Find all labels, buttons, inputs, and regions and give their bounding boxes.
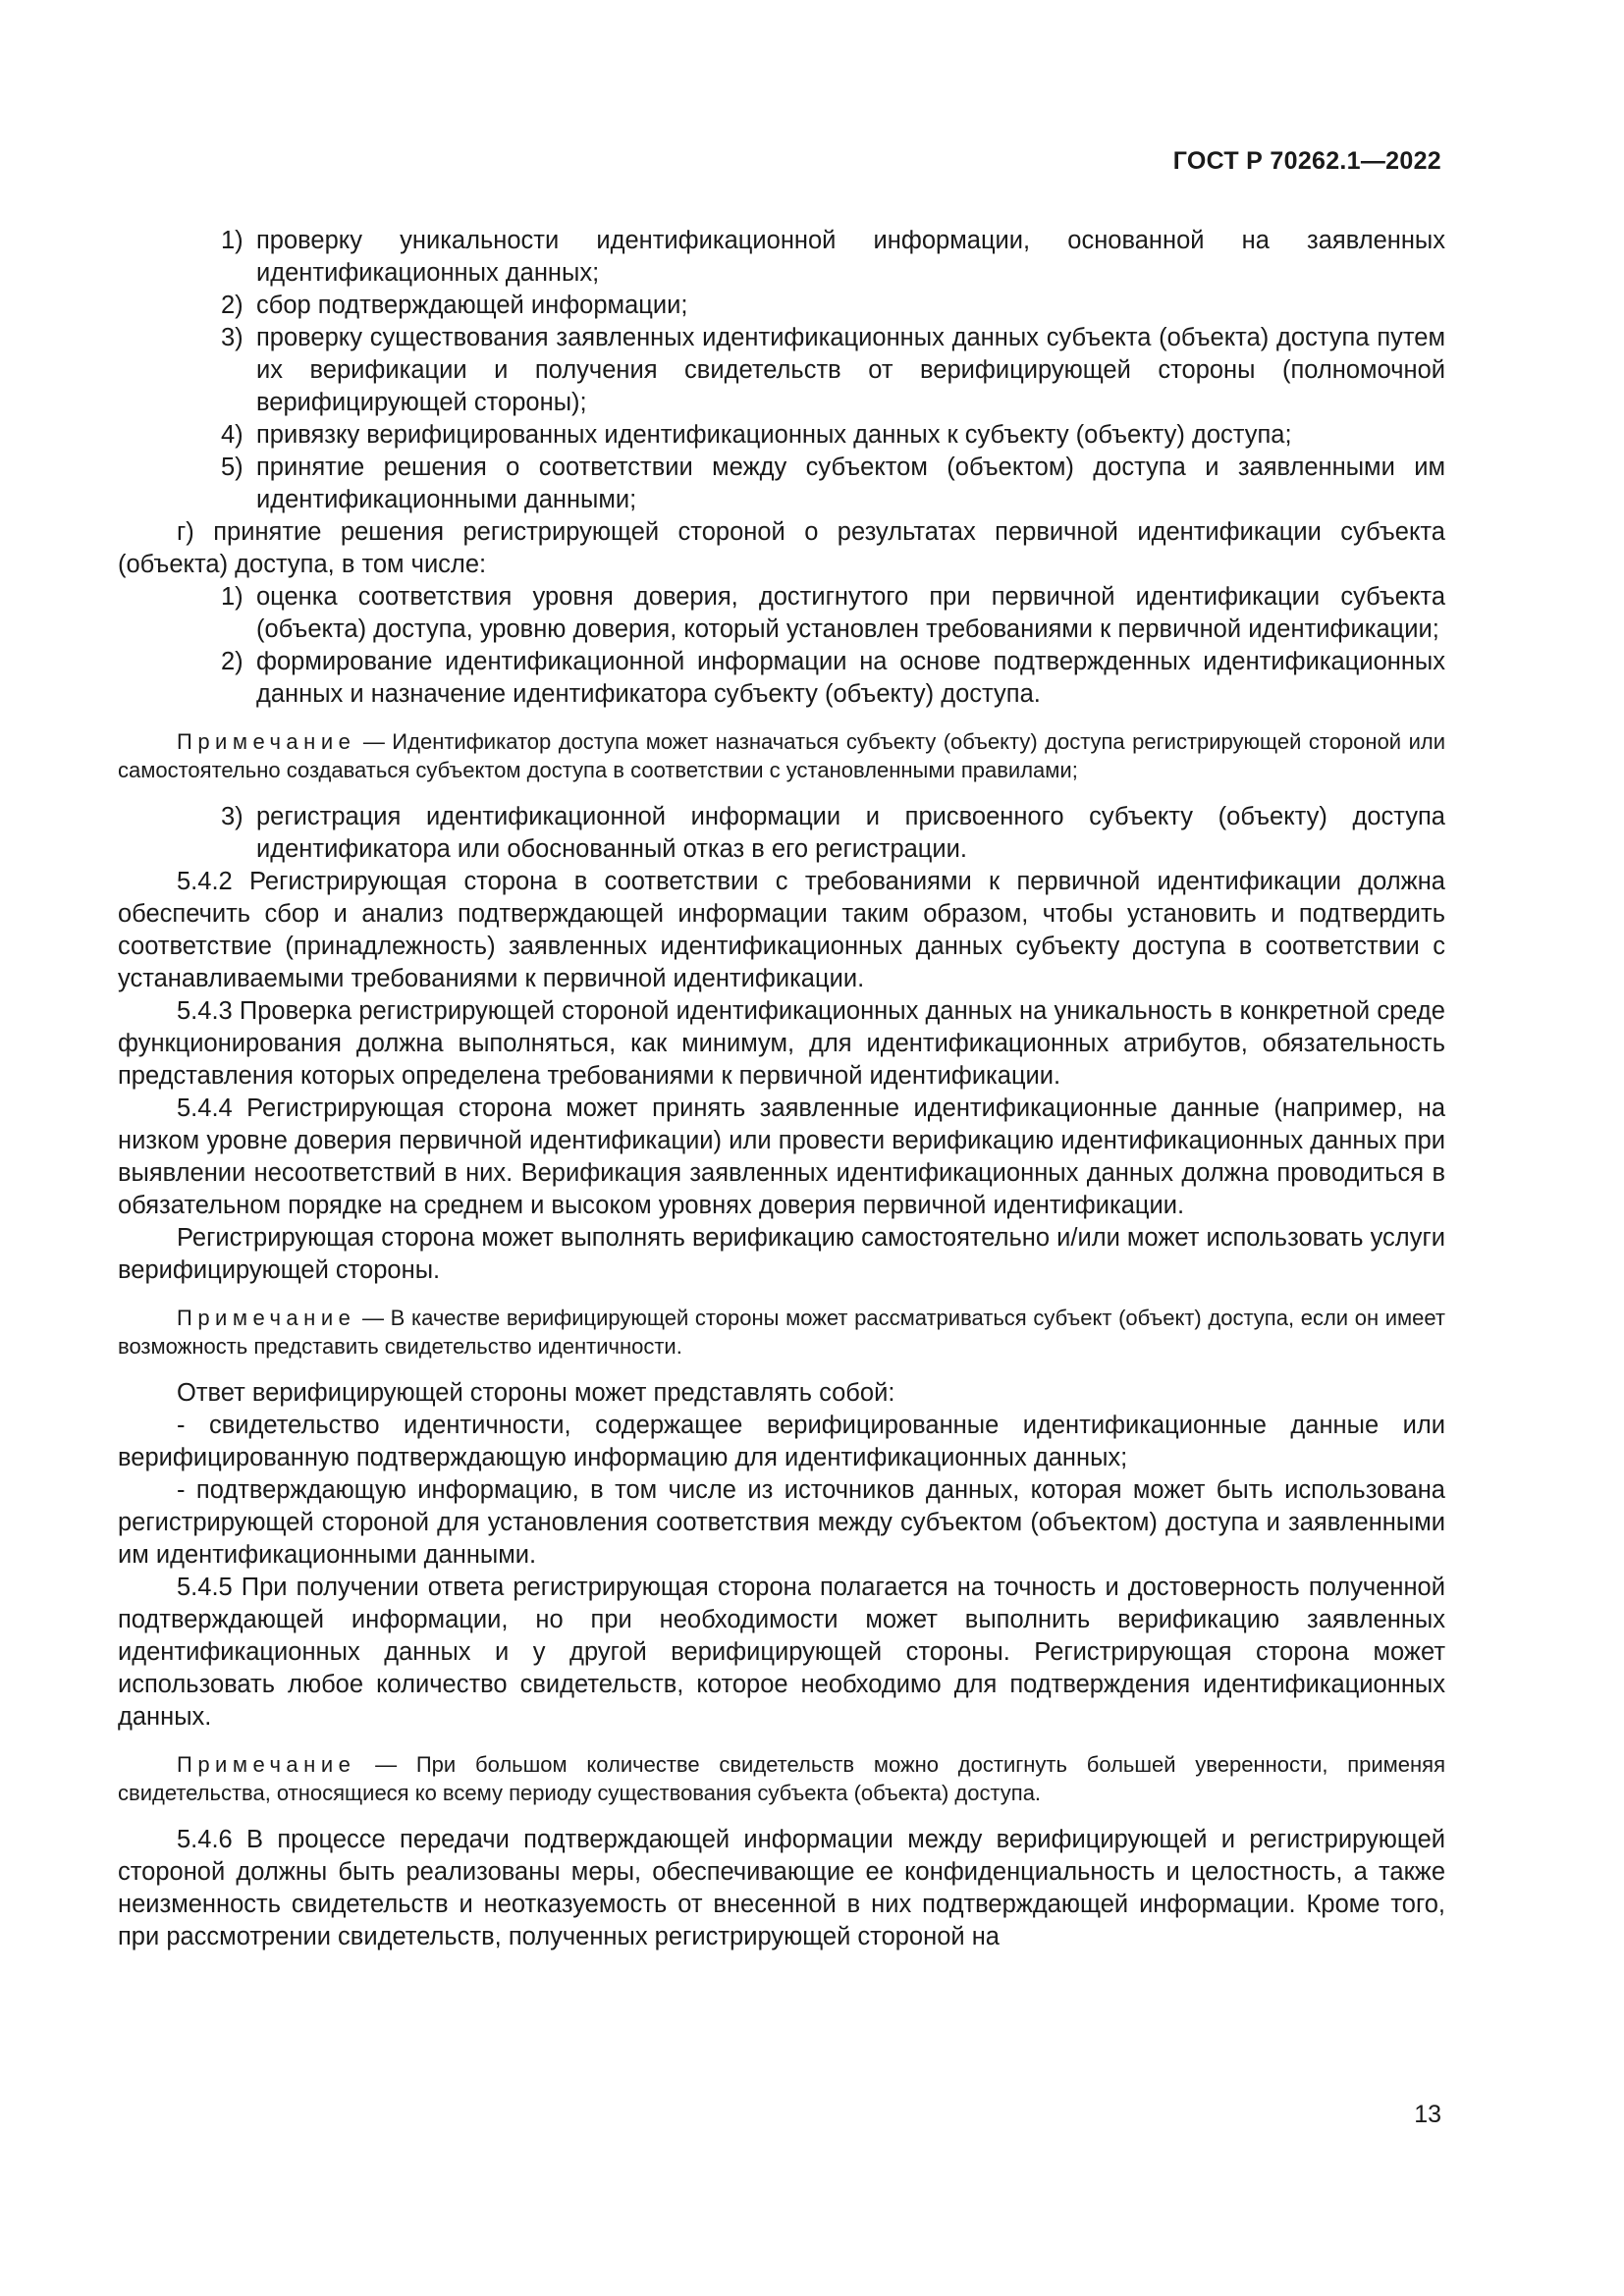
list-item-text: формирование идентификационной информации на основе подтвержденных идентификационных данных и назначение идентификатора субъекту (объекту) доступа. [256,648,1445,708]
list-item-number: 3) [221,324,244,351]
list-item [118,322,1445,419]
list-item-number: 3) [221,803,244,830]
note [118,1304,1445,1361]
list-item-number: 1) [221,583,244,611]
list-item-text: принятие решения о соответствии между субъектом (объектом) доступа и заявленными им идентификационными данными; [256,454,1445,513]
paragraph-5-4-2: 5.4.2 Регистрирующая сторона в соответствии с требованиями к первичной идентификации должна обеспечить сбор и анализ подтверждающей информации таким образом, чтобы установить и подтвердить соответствие (принадлежность) заявленных идентификационных данных субъекту доступа в соответствии с устанавливаемыми требованиями к первичной идентификации. [118,868,1445,992]
list-item [118,581,1445,646]
list-item-text: регистрация идентификационной информации и присвоенного субъекту (объекту) доступа идентификатора или обоснованный отказ в его регистрации. [256,803,1445,863]
note-text: — В качестве верифицирующей стороны может рассматриваться субъект (объект) доступа, если он имеет возможность представить свидетельство идентичности. [118,1306,1445,1359]
list-item-number: 4) [221,421,244,449]
list-item [118,646,1445,711]
paragraph-g: г) принятие решения регистрирующей стороной о результатах первичной идентификации субъекта (объекта) доступа, в том числе: [118,518,1445,578]
paragraph-5-4-3: 5.4.3 Проверка регистрирующей стороной идентификационных данных на уникальность в конкретной среде функционирования должна выполняться, как минимум, для идентификационных атрибутов, обязательность представления которых определена требованиями к первичной идентификации. [118,997,1445,1090]
note-text: — При большом количестве свидетельств можно достигнуть большей уверенности, применяя свидетельства, относящиеся ко всему периоду существования субъекта (объекта) доступа. [118,1752,1445,1805]
note [118,1750,1445,1807]
page-number: 13 [1414,2101,1441,2128]
note [118,727,1445,784]
paragraph-5-4-4-continued: Регистрирующая сторона может выполнять верификацию самостоятельно и/или может использовать услуги верифицирующей стороны. [118,1224,1445,1284]
paragraph-response-item-2: - подтверждающую информацию, в том числе из источников данных, которая может быть использована регистрирующей стороной для установления соответствия между субъектом (объектом) доступа и заявленными им идентификационными данными. [118,1476,1445,1569]
document-header: ГОСТ Р 70262.1—2022 [1172,147,1441,175]
list-item [118,290,1445,322]
paragraph-5-4-4: 5.4.4 Регистрирующая сторона может принять заявленные идентификационные данные (например, на низком уровне доверия первичной идентификации) или провести верификацию идентификационных данных при выявлении несоответствий в них. Верификация заявленных идентификационных данных должна проводиться в обязательном порядке на среднем и высоком уровнях доверия первичной идентификации. [118,1095,1445,1219]
list-item-text: проверку существования заявленных идентификационных данных субъекта (объекта) доступа путем их верификации и получения свидетельств от верифицирующей стороны (полномочной верифицирующей стороны); [256,324,1445,416]
list-item [118,419,1445,452]
list-item [118,801,1445,866]
note-label: Примечание [177,1752,356,1777]
list-item-text: оценка соответствия уровня доверия, достигнутого при первичной идентификации субъекта (объекта) доступа, уровню доверия, который установлен требованиями к первичной идентификации; [256,583,1445,643]
list-item-number: 1) [221,227,244,254]
list-item-text: проверку уникальности идентификационной информации, основанной на заявленных идентификационных данных; [256,227,1445,287]
document-body [118,225,1445,1953]
paragraph-5-4-6: 5.4.6 В процессе передачи подтверждающей информации между верифицирующей и регистрирующей стороной должны быть реализованы меры, обеспечивающие ее конфиденциальность и целостность, а также неизменность свидетельств и неотказуемость от внесенной в них подтверждающей информации. Кроме того, при рассмотрении свидетельств, полученных регистрирующей стороной на [118,1826,1445,1950]
list-item [118,452,1445,516]
list-item [118,225,1445,290]
list-item-number: 5) [221,454,244,481]
note-text: — Идентификатор доступа может назначаться субъекту (объекту) доступа регистрирующей стороной или самостоятельно создаваться субъектом доступа в соответствии с установленными правилами; [118,729,1445,782]
note-label: Примечание [177,1306,356,1330]
paragraph-response-item-1: - свидетельство идентичности, содержащее верифицированные идентификационные данные или верифицированную подтверждающую информацию для идентификационных данных; [118,1412,1445,1471]
paragraph-response: Ответ верифицирующей стороны может представлять собой: [177,1379,895,1407]
list-item-text: сбор подтверждающей информации; [256,292,688,319]
list-item-number: 2) [221,648,244,675]
list-item-text: привязку верифицированных идентификационных данных к субъекту (объекту) доступа; [256,421,1292,449]
list-item-number: 2) [221,292,244,319]
note-label: Примечание [177,729,356,754]
paragraph-5-4-5: 5.4.5 При получении ответа регистрирующая сторона полагается на точность и достоверность полученной подтверждающей информации, но при необходимости может выполнить верификацию заявленных идентификационных данных и у другой верифицирующей стороны. Регистрирующая сторона может использовать любое количество свидетельств, которое необходимо для подтверждения идентификационных данных. [118,1574,1445,1731]
